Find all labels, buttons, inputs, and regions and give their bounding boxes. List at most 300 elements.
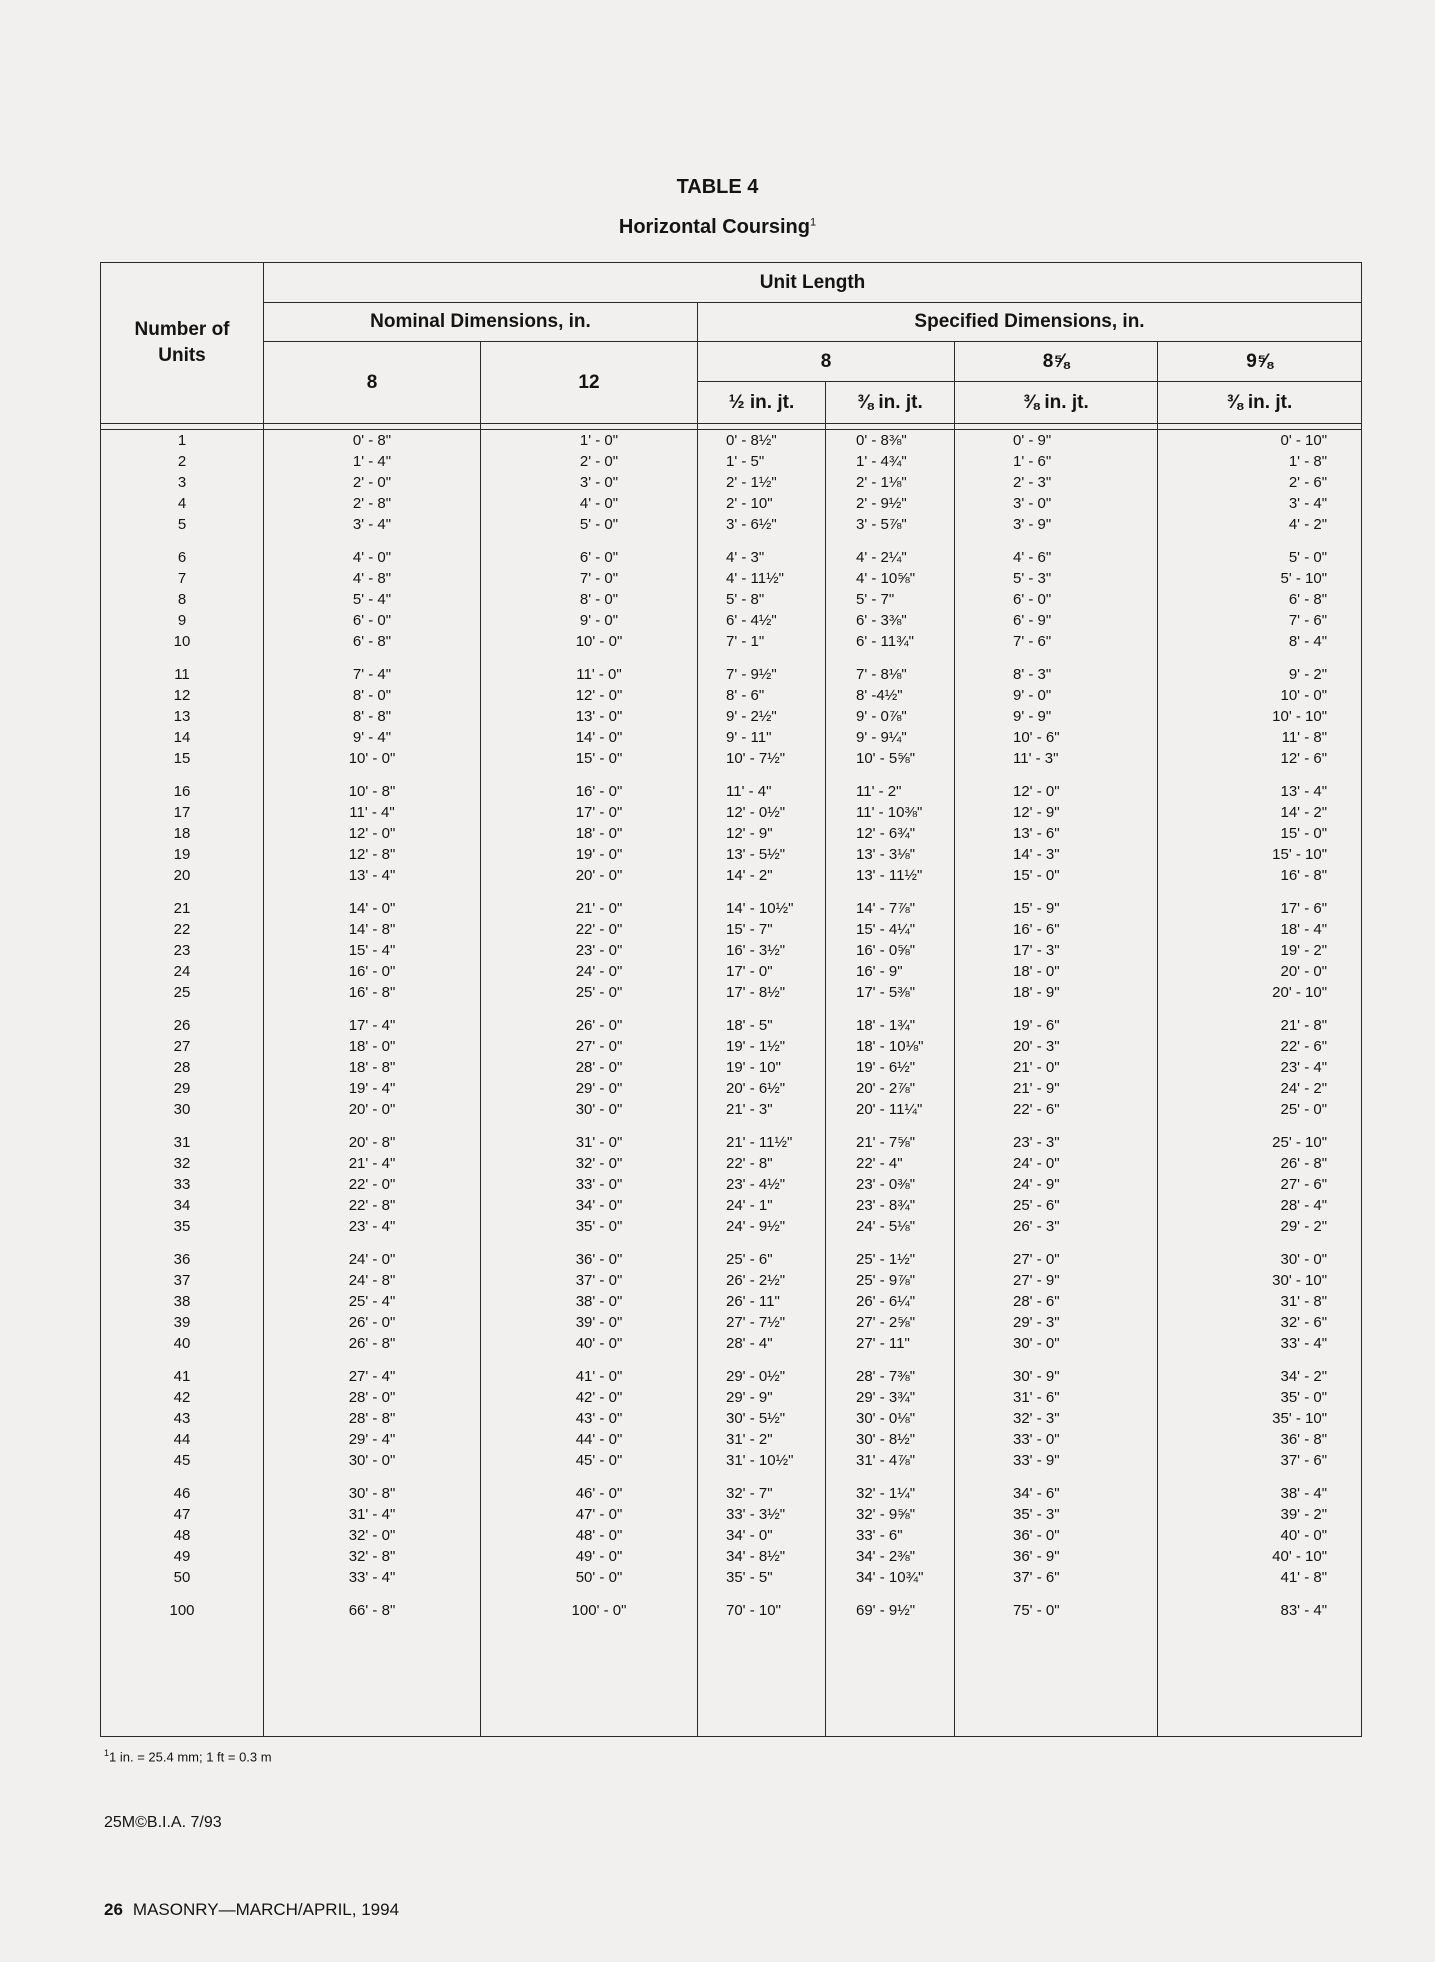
row-group <box>101 1600 263 1621</box>
table-cell: 5 <box>177 516 187 533</box>
table-cell: 4' - 8" <box>352 570 392 587</box>
table-title: TABLE 4 <box>676 176 759 198</box>
row-group <box>481 1249 697 1354</box>
subtitle-text: Horizontal Coursing <box>618 216 810 238</box>
row-group <box>826 1366 954 1471</box>
footnote-mark: 1 <box>104 1748 110 1758</box>
table-cell: 26' - 8" <box>348 1335 396 1352</box>
table-cell: 2' - 0" <box>352 474 392 491</box>
table-cell: 8 <box>177 591 187 608</box>
row-group <box>698 430 825 535</box>
row-group <box>1158 1600 1361 1621</box>
table-cell: 19' - 1½" <box>726 1038 786 1055</box>
header-nominal-8: 8 <box>264 342 481 424</box>
row-group <box>955 898 1157 1003</box>
table-cell: 18' - 0" <box>1013 963 1060 980</box>
table-cell: 30' - 0" <box>1013 1335 1060 1352</box>
table-cell: 43 <box>173 1410 191 1427</box>
table-cell: 25' - 1½" <box>856 1251 916 1268</box>
subtitle-footnote-mark: 1 <box>809 216 817 229</box>
table-cell: 14' - 3" <box>1013 846 1060 863</box>
table-cell: 4' - 11½" <box>726 570 784 587</box>
row-group <box>955 1249 1157 1354</box>
row-group <box>955 547 1157 652</box>
table-cell: 12' - 0½" <box>726 804 786 821</box>
table-cell: 1' - 4¾" <box>856 453 907 470</box>
row-group <box>955 430 1157 535</box>
table-cell: 32' - 0" <box>348 1527 396 1544</box>
table-cell: 19' - 10" <box>726 1059 781 1076</box>
table-cell: 12' - 0" <box>575 687 623 704</box>
row-group <box>101 1483 263 1588</box>
table-cell: 3 <box>177 474 187 491</box>
table-cell: 15' - 9" <box>1013 900 1060 917</box>
table-cell: 29' - 9" <box>726 1389 773 1406</box>
table-cell: 50 <box>173 1569 191 1586</box>
row-group <box>826 1132 954 1237</box>
table-cell: 4' - 2¼" <box>856 549 907 566</box>
table-cell: 15' - 7" <box>726 921 773 938</box>
table-cell: 17' - 4" <box>348 1017 396 1034</box>
row-group <box>698 1132 825 1237</box>
row-group <box>698 1483 825 1588</box>
table-cell: 10' - 0" <box>575 633 623 650</box>
table-cell: 18' - 0" <box>575 825 623 842</box>
row-group <box>698 1600 825 1621</box>
table-cell: 32' - 0" <box>575 1155 623 1172</box>
table-cell: 49' - 0" <box>575 1548 623 1565</box>
table-cell: 27' - 11" <box>856 1335 910 1352</box>
table-cell: 6' - 8" <box>1288 591 1328 608</box>
table-cell: 5' - 8" <box>726 591 765 608</box>
row-group <box>264 1483 480 1588</box>
table-cell: 14' - 10½" <box>726 900 794 917</box>
table-cell: 32 <box>173 1155 191 1172</box>
table-cell: 11' - 4" <box>349 804 395 821</box>
table-cell: 15' - 4" <box>348 942 396 959</box>
row-group <box>955 1600 1157 1621</box>
table-cell: 13' - 3⅛" <box>856 846 916 863</box>
header-specified-8: 8 <box>698 342 955 382</box>
table-cell: 12' - 9" <box>1013 804 1060 821</box>
table-cell: 11 <box>174 666 190 683</box>
table-cell: 7' - 4" <box>352 666 392 683</box>
table-cell: 13' - 4" <box>348 867 396 884</box>
table-cell: 12' - 8" <box>348 846 396 863</box>
table-cell: 24' - 9½" <box>726 1218 786 1235</box>
table-cell: 15' - 0" <box>575 750 623 767</box>
table-cell: 29' - 3¾" <box>856 1389 916 1406</box>
row-group <box>1158 547 1361 652</box>
table-cell: 27' - 6" <box>1280 1176 1328 1193</box>
table-cell: 39 <box>173 1314 191 1331</box>
table-cell: 21' - 4" <box>348 1155 396 1172</box>
row-group <box>1158 898 1361 1003</box>
table-cell: 11' - 10⅜" <box>856 804 923 821</box>
table-cell: 48 <box>173 1527 191 1544</box>
table-cell: 4 <box>177 495 187 512</box>
row-group <box>1158 430 1361 535</box>
table-cell: 24' - 1" <box>726 1197 773 1214</box>
table-cell: 16' - 9" <box>856 963 903 980</box>
table-cell: 16' - 3½" <box>726 942 786 959</box>
row-group <box>826 547 954 652</box>
table-cell: 36' - 9" <box>1013 1548 1060 1565</box>
table-cell: 23' - 0" <box>575 942 623 959</box>
table-cell: 34 <box>173 1197 191 1214</box>
table-cell: 19' - 2" <box>1280 942 1328 959</box>
table-cell: 34' - 2⅜" <box>856 1548 916 1565</box>
table-cell: 28' - 4" <box>1280 1197 1328 1214</box>
table-cell: 14' - 2" <box>726 867 773 884</box>
table-cell: 40' - 0" <box>1280 1527 1328 1544</box>
table-cell: 7' - 6" <box>1013 633 1052 650</box>
table-cell: 36' - 0" <box>575 1251 623 1268</box>
table-cell: 100' - 0" <box>571 1602 627 1619</box>
table-cell: 41' - 8" <box>1280 1569 1328 1586</box>
col-specified-8-half <box>698 430 826 1737</box>
row-group <box>955 1483 1157 1588</box>
table-cell: 26' - 0" <box>348 1314 396 1331</box>
table-cell: 20' - 10" <box>1272 984 1328 1001</box>
table-cell: 34' - 10¾" <box>856 1569 924 1586</box>
table-cell: 30' - 10" <box>1272 1272 1328 1289</box>
table-cell: 7' - 8⅛" <box>856 666 907 683</box>
table-cell: 26' - 0" <box>575 1017 623 1034</box>
table-cell: 24' - 0" <box>1013 1155 1060 1172</box>
row-group <box>101 664 263 769</box>
table-cell: 19 <box>173 846 191 863</box>
row-group <box>264 547 480 652</box>
table-cell: 5' - 4" <box>352 591 392 608</box>
row-group <box>698 547 825 652</box>
table-cell: 35' - 3" <box>1013 1506 1060 1523</box>
table-cell: 75' - 0" <box>1013 1602 1060 1619</box>
table-cell: 6' - 0" <box>352 612 392 629</box>
table-cell: 20' - 0" <box>575 867 623 884</box>
table-cell: 9' - 0⅞" <box>856 708 907 725</box>
table-cell: 28' - 4" <box>726 1335 773 1352</box>
table-cell: 21' - 0" <box>1013 1059 1060 1076</box>
table-cell: 32' - 8" <box>348 1548 396 1565</box>
table-cell: 26' - 2½" <box>726 1272 786 1289</box>
table-cell: 16 <box>173 783 191 800</box>
table-cell: 45' - 0" <box>575 1452 623 1469</box>
table-cell: 24' - 0" <box>575 963 623 980</box>
table-cell: 19' - 6½" <box>856 1059 916 1076</box>
header-number-of-units: Number of Units <box>101 263 264 424</box>
row-group <box>1158 1015 1361 1120</box>
table-cell: 15 <box>173 750 191 767</box>
table-cell: 30' - 9" <box>1013 1368 1060 1385</box>
table-cell: 32' - 7" <box>726 1485 773 1502</box>
table-cell: 27' - 0" <box>575 1038 623 1055</box>
table-cell: 22' - 6" <box>1280 1038 1328 1055</box>
table-cell: 1' - 6" <box>1013 453 1052 470</box>
table-cell: 47' - 0" <box>575 1506 623 1523</box>
row-group <box>955 664 1157 769</box>
row-group <box>698 781 825 886</box>
row-group <box>698 1015 825 1120</box>
table-cell: 9' - 2" <box>1288 666 1328 683</box>
table-cell: 3' - 0" <box>1013 495 1052 512</box>
table-cell: 29 <box>173 1080 191 1097</box>
table-cell: 18' - 8" <box>348 1059 396 1076</box>
table-cell: 30' - 0⅛" <box>856 1410 916 1427</box>
row-group <box>101 1015 263 1120</box>
table-cell: 69' - 9½" <box>856 1602 916 1619</box>
table-cell: 38 <box>173 1293 191 1310</box>
table-cell: 2' - 10" <box>726 495 773 512</box>
row-group <box>955 1015 1157 1120</box>
table-cell: 23' - 0⅜" <box>856 1176 916 1193</box>
table-cell: 23' - 4½" <box>726 1176 786 1193</box>
table-cell: 3' - 4" <box>1288 495 1328 512</box>
row-group <box>264 898 480 1003</box>
table-cell: 2' - 0" <box>579 453 619 470</box>
table-cell: 33' - 0" <box>575 1176 623 1193</box>
row-group <box>826 898 954 1003</box>
table-cell: 10' - 10" <box>1272 708 1328 725</box>
table-cell: 34' - 8½" <box>726 1548 786 1565</box>
table-cell: 27' - 7½" <box>726 1314 786 1331</box>
row-group <box>1158 1483 1361 1588</box>
table-cell: 6' - 4½" <box>726 612 777 629</box>
table-cell: 4' - 6" <box>1013 549 1052 566</box>
header-specified: Specified Dimensions, in. <box>698 303 1362 342</box>
row-group <box>481 547 697 652</box>
table-cell: 27' - 2⅝" <box>856 1314 916 1331</box>
table-cell: 4' - 0" <box>352 549 392 566</box>
table-cell: 43' - 0" <box>575 1410 623 1427</box>
table-cell: 29' - 2" <box>1280 1218 1328 1235</box>
table-cell: 11' - 4" <box>726 783 772 800</box>
table-cell: 13' - 4" <box>1280 783 1328 800</box>
table-cell: 21 <box>173 900 191 917</box>
table-cell: 35' - 0" <box>1280 1389 1328 1406</box>
table-cell: 17' - 5⅜" <box>856 984 916 1001</box>
table-cell: 32' - 6" <box>1280 1314 1328 1331</box>
table-cell: 5' - 3" <box>1013 570 1052 587</box>
table-cell: 24' - 2" <box>1280 1080 1328 1097</box>
table-cell: 7' - 1" <box>726 633 765 650</box>
table-cell: 22' - 0" <box>575 921 623 938</box>
table-cell: 10 <box>173 633 191 650</box>
page-number: 26 <box>104 1900 123 1919</box>
table-cell: 28' - 0" <box>348 1389 396 1406</box>
table-cell: 5' - 0" <box>579 516 619 533</box>
table-cell: 36' - 0" <box>1013 1527 1060 1544</box>
table-cell: 27' - 9" <box>1013 1272 1060 1289</box>
table-cell: 39' - 2" <box>1280 1506 1328 1523</box>
table-cell: 8' - 0" <box>352 687 392 704</box>
row-group <box>698 1366 825 1471</box>
col-specified-9-5-8 <box>1158 430 1362 1737</box>
header-specified-8-5-8: 8⅝ <box>955 342 1158 382</box>
row-group <box>264 1132 480 1237</box>
row-group <box>1158 781 1361 886</box>
table-cell: 46 <box>173 1485 191 1502</box>
table-cell: 2' - 6" <box>1288 474 1328 491</box>
table-cell: 30' - 0" <box>348 1452 396 1469</box>
table-cell: 30' - 0" <box>1280 1251 1328 1268</box>
table-cell: 2 <box>177 453 187 470</box>
table-cell: 14' - 7⅞" <box>856 900 916 917</box>
table-cell: 18' - 1¾" <box>856 1017 916 1034</box>
row-group <box>826 1249 954 1354</box>
table-cell: 28' - 0" <box>575 1059 623 1076</box>
table-cell: 35 <box>173 1218 191 1235</box>
table-cell: 4' - 0" <box>579 495 619 512</box>
row-group <box>826 781 954 886</box>
table-cell: 29' - 3" <box>1013 1314 1060 1331</box>
table-cell: 32' - 9⅝" <box>856 1506 916 1523</box>
table-cell: 34' - 6" <box>1013 1485 1060 1502</box>
row-group <box>101 547 263 652</box>
table-cell: 8' - 8" <box>352 708 392 725</box>
table-cell: 17' - 8½" <box>726 984 786 1001</box>
table-cell: 33' - 4" <box>348 1569 396 1586</box>
table-cell: 31' - 8" <box>1280 1293 1328 1310</box>
table-cell: 30' - 5½" <box>726 1410 786 1427</box>
table-cell: 6 <box>177 549 187 566</box>
col-number <box>101 430 264 1737</box>
header-nominal-12: 12 <box>481 342 698 424</box>
table-cell: 17' - 6" <box>1280 900 1328 917</box>
table-cell: 40' - 10" <box>1272 1548 1328 1565</box>
table-cell: 23' - 3" <box>1013 1134 1060 1151</box>
table-cell: 8' - 0" <box>579 591 619 608</box>
header-joint-half: ½ in. jt. <box>698 382 826 424</box>
table-cell: 22' - 8" <box>726 1155 773 1172</box>
table-cell: 40' - 0" <box>575 1335 623 1352</box>
row-group <box>826 1015 954 1120</box>
table-cell: 9' - 11" <box>726 729 772 746</box>
table-cell: 38' - 4" <box>1280 1485 1328 1502</box>
table-cell: 16' - 0" <box>348 963 396 980</box>
table-cell: 13' - 0" <box>575 708 623 725</box>
table-cell: 22' - 4" <box>856 1155 903 1172</box>
table-cell: 24' - 5⅛" <box>856 1218 916 1235</box>
row-group <box>264 1015 480 1120</box>
footnote <box>104 1748 272 1764</box>
table-cell: 25' - 9⅞" <box>856 1272 916 1289</box>
table-cell: 34' - 0" <box>726 1527 773 1544</box>
table-cell: 83' - 4" <box>1280 1602 1328 1619</box>
table-cell: 29' - 0½" <box>726 1368 786 1385</box>
table-cell: 0' - 8" <box>352 432 392 449</box>
row-group <box>1158 1132 1361 1237</box>
table-cell: 25' - 4" <box>348 1293 396 1310</box>
table-cell: 28' - 8" <box>348 1410 396 1427</box>
table-cell: 11' - 0" <box>576 666 622 683</box>
table-cell: 9' - 4" <box>352 729 392 746</box>
table-cell: 20' - 6½" <box>726 1080 786 1097</box>
table-cell: 31 <box>173 1134 191 1151</box>
table-cell: 3' - 5⅞" <box>856 516 907 533</box>
col-specified-8-5-8 <box>955 430 1158 1737</box>
table-cell: 33' - 4" <box>1280 1335 1328 1352</box>
col-nominal-12 <box>481 430 698 1737</box>
table-cell: 18' - 10⅛" <box>856 1038 924 1055</box>
footnote-text: 1 in. = 25.4 mm; 1 ft = 0.3 m <box>109 1749 272 1765</box>
table-cell: 8' - 3" <box>1013 666 1052 683</box>
row-group <box>481 664 697 769</box>
table-cell: 33' - 3½" <box>726 1506 786 1523</box>
table-cell: 32' - 1¼" <box>856 1485 916 1502</box>
header-joint-3-8-c: ⅜ in. jt. <box>1158 382 1362 424</box>
col-specified-8-3-8 <box>826 430 955 1737</box>
table-cell: 8' - 4" <box>1288 633 1328 650</box>
table-cell: 1' - 8" <box>1288 453 1328 470</box>
row-group <box>264 1366 480 1471</box>
table-cell: 6' - 3⅜" <box>856 612 907 629</box>
table-cell: 10' - 6" <box>1013 729 1060 746</box>
table-cell: 16' - 0" <box>575 783 623 800</box>
row-group <box>101 430 263 535</box>
table-cell: 21' - 8" <box>1280 1017 1328 1034</box>
table-cell: 6' - 0" <box>1013 591 1052 608</box>
row-group <box>264 1600 480 1621</box>
table-cell: 13' - 5½" <box>726 846 786 863</box>
table-cell: 9' - 9" <box>1013 708 1052 725</box>
table-cell: 4' - 2" <box>1288 516 1328 533</box>
table-cell: 6' - 8" <box>352 633 392 650</box>
publication-line: MASONRY—MARCH/APRIL, 1994 <box>132 1900 400 1919</box>
table-cell: 27 <box>173 1038 191 1055</box>
table-cell: 11' - 3" <box>1013 750 1059 767</box>
table-cell: 8' -4½" <box>856 687 903 704</box>
table-cell: 14' - 0" <box>348 900 396 917</box>
table-cell: 19' - 4" <box>348 1080 396 1097</box>
table-cell: 18 <box>173 825 191 842</box>
table-cell: 25' - 6" <box>726 1251 773 1268</box>
table-cell: 5' - 7" <box>856 591 895 608</box>
header-specified-9-5-8: 9⅝ <box>1158 342 1362 382</box>
table-cell: 37' - 6" <box>1280 1452 1328 1469</box>
table-cell: 11' - 8" <box>1281 729 1328 746</box>
header-unit-length: Unit Length <box>264 263 1362 303</box>
table-cell: 23' - 8¾" <box>856 1197 916 1214</box>
table-cell: 9' - 0" <box>579 612 619 629</box>
table-cell: 31' - 4" <box>348 1506 396 1523</box>
table-cell: 33' - 0" <box>1013 1431 1060 1448</box>
table-cell: 22' - 0" <box>348 1176 396 1193</box>
page-footer <box>104 1900 399 1920</box>
table-cell: 2' - 1½" <box>726 474 777 491</box>
table-cell: 14' - 2" <box>1280 804 1328 821</box>
table-cell: 13 <box>173 708 191 725</box>
table-cell: 6' - 0" <box>579 549 619 566</box>
table-cell: 7' - 6" <box>1288 612 1328 629</box>
table-cell: 31' - 6" <box>1013 1389 1060 1406</box>
table-cell: 35' - 5" <box>726 1569 773 1586</box>
table-cell: 24' - 8" <box>348 1272 396 1289</box>
row-group <box>101 1132 263 1237</box>
table-cell: 4' - 10⅝" <box>856 570 916 587</box>
table-cell: 20' - 8" <box>348 1134 396 1151</box>
table-cell: 2' - 9½" <box>856 495 907 512</box>
table-cell: 12 <box>173 687 191 704</box>
table-cell: 28 <box>173 1059 191 1076</box>
table-cell: 22 <box>173 921 191 938</box>
table-cell: 21' - 0" <box>575 900 623 917</box>
table-cell: 13' - 6" <box>1013 825 1060 842</box>
table-cell: 18' - 5" <box>726 1017 773 1034</box>
table-cell: 29' - 0" <box>575 1080 623 1097</box>
table-cell: 9' - 0" <box>1013 687 1052 704</box>
table-cell: 21' - 3" <box>726 1101 773 1118</box>
